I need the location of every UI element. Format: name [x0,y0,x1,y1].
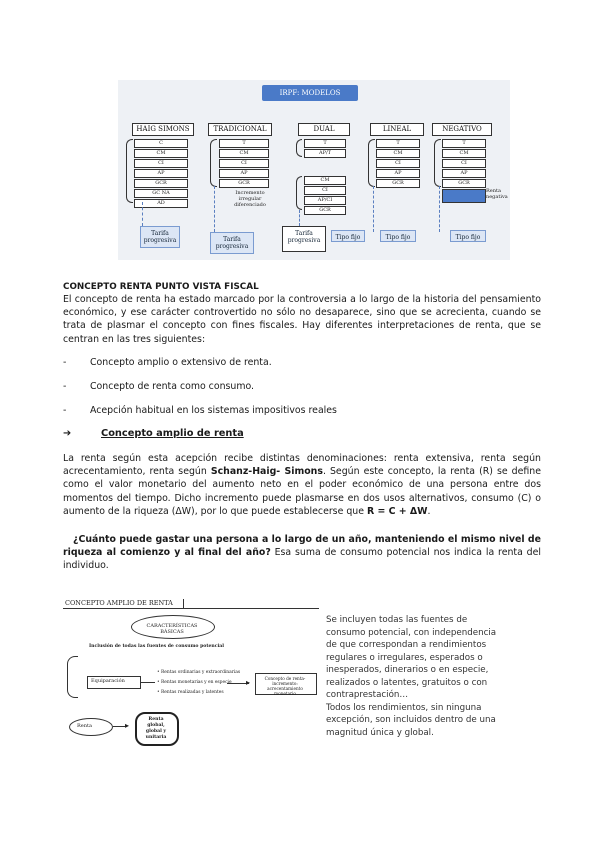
stack-cell: T [442,139,486,148]
stack-cell: T [304,139,346,148]
text-run-bold: Schanz-Haig- Simons [210,466,323,478]
bracket [296,139,302,157]
result-dual-progresiva: Tarifa progresiva [282,226,326,252]
paragraph-question [63,533,541,573]
bullet-text: Concepto amplio o extensivo de renta. [90,357,272,368]
stack-cell: CM [304,176,346,185]
negativo-note: Renta negativa [486,188,508,200]
stack-cell: T [219,139,269,148]
result-haig-simons: Tarifa progresiva [140,226,180,248]
divider [63,608,319,609]
arrow-icon: ➔ [63,428,72,439]
bracket [368,139,375,187]
bracket [296,176,302,210]
stack-cell: AD [134,199,188,208]
dual-stack-bottom [304,176,346,216]
stack-cell-negative [442,189,486,203]
side-text-line: magnitud única y global. [326,727,434,738]
formula: R = C + ΔW [366,505,428,517]
stack-cell: GC NA [134,189,188,198]
text-run: La renta según esta acepción recibe distintas denominaciones: renta extensiva, renta según acrecentamiento, renta según [63,453,541,478]
side-text-line: realizados o latentes, gratuitos o con [326,677,488,688]
stack-cell: T [376,139,420,148]
bullet-item [63,357,543,370]
bullet-item [63,381,543,394]
irpf-models-diagram [118,80,510,260]
bullet-text: Acepción habitual en los sistemas impositivos reales [90,405,337,416]
stack-cell: GCR [442,179,486,188]
haig-simons-stack [134,139,188,209]
connector [373,186,374,232]
stack-cell: CI [304,186,346,195]
side-text-line: contraprestación… [326,690,409,700]
stack-cell: AP [376,169,420,178]
diagram-caption: Inclusión de todas las fuentes de consumo potencial [89,644,225,649]
question-bold: ¿Cuánto puede gastar una persona a lo largo de un año, manteniendo el mismo nivel de riqueza al comienzo y al final del año? [63,534,541,559]
text-run: . Según este concepto, la renta (R) se define como el valor monetario del aumento neto en el poder económico de una persona entre dos momentos del tiempo. Dicho incremento puede plasmarse en dos usos alternativos, consumo (C) o aumento de la riqueza (ΔW), por lo que puede establecerse que [63,466,542,517]
stack-cell: GCR [376,179,420,188]
subsection-heading [63,428,463,442]
text-run: Esa suma de consumo potencial nos indica la renta del individuo. [63,547,542,572]
stack-cell: AP [442,169,486,178]
divider [183,599,184,609]
diagram-header: CONCEPTO AMPLIO DE RENTA [65,599,173,607]
subsection-title: Concepto amplio de renta [101,428,244,439]
paragraph-renta-amplia [63,452,541,518]
lineal-stack [376,139,420,189]
side-explanation [326,614,526,739]
bracket [434,139,441,187]
arrow-line [141,682,155,683]
connector [214,186,215,232]
connector [439,186,440,232]
arrow-head-icon: ▸ [246,678,251,687]
column-title-lineal: LINEAL [370,123,424,136]
diagram-banner: IRPF: MODELOS [262,85,358,101]
side-text-line: consumo potencial, con independencia [326,627,497,638]
bullet-dash: - [63,357,67,368]
side-text-line: regulares o irregulares, esperados o [326,652,483,663]
negativo-stack [442,139,486,204]
column-title-dual: DUAL [298,123,350,136]
list-item: • Rentas monetarias y en especie [157,680,232,685]
intro-paragraph: El concepto de renta ha estado marcado por la controversia a lo largo de la historia del pensamiento económico, y ese carácter controvertido no sólo no desaparece, sino que se acrecienta, cuando se trata de plasmar el concepto con fines fiscales. Hay diferentes interpretaciones de renta, que se centran en las tres siguientes: [63,294,541,345]
stack-cell: GCR [134,179,188,188]
bullet-text: Concepto de renta como consumo. [90,381,255,392]
stack-cell: AP/CI [304,196,346,205]
bracket [126,139,133,203]
left-box-label: Equiparación [91,678,125,684]
bullet-dash: - [63,405,67,416]
list-item: • Rentas realizadas y latentes [157,690,224,695]
list-item: • Rentas ordinarias y extraordinarias [157,670,241,675]
stack-cell: CI [442,159,486,168]
right-box-label: Concepto de renta-incremento: acrecentamiento monetario [264,676,306,696]
stack-cell: GCR [219,179,269,188]
concepto-amplio-diagram [63,598,321,750]
stack-cell: CM [134,149,188,158]
side-text-line: Se incluyen todas las fuentes de [326,615,468,625]
section-heading: CONCEPTO RENTA PUNTO VISTA FISCAL [63,282,259,292]
stack-cell: C [134,139,188,148]
side-text-line: de que correspondan a rendimientos [326,640,487,650]
stack-cell: CM [442,149,486,158]
result-negativo: Tipo fijo [450,230,486,242]
column-title-haig-simons: HAIG SIMONS [132,123,194,136]
bracket [210,139,217,187]
ellipse-label: CARACTERÍSTICAS BÁSICAS [146,623,198,635]
stack-cell: AP/T [304,149,346,158]
stack-cell: CM [376,149,420,158]
stack-cell: AP [219,169,269,178]
side-text-line: Todos los rendimientos, sin ninguna [326,702,482,713]
result-lineal: Tipo fijo [380,230,416,242]
bullet-dash: - [63,381,67,392]
tradicional-stack [219,139,269,189]
stack-cell: CI [134,159,188,168]
tradicional-note: Incremento irregular diferenciado [234,190,266,208]
arrow-head-icon: ▸ [125,721,130,730]
side-text-line: excepción, son incluidos dentro de una [326,715,496,725]
bottom-left-label: Renta [77,723,92,729]
stack-cell: AP [134,169,188,178]
stack-cell: GCR [304,206,346,215]
dual-stack-top [304,139,346,159]
text-run: . [427,505,431,517]
bullet-item [63,405,543,418]
result-tradicional: Tarifa progresiva [210,232,254,254]
bracket [67,656,78,698]
column-title-negativo: NEGATIVO [432,123,492,136]
column-title-tradicional: TRADICIONAL [208,123,272,136]
connector [142,202,143,226]
side-text-line: inesperados, dinerarios o en especie, [326,665,489,675]
stack-cell: CM [219,149,269,158]
connector [299,210,300,226]
stack-cell: CI [219,159,269,168]
stack-cell: CI [376,159,420,168]
bottom-right-label: Renta global, global y unitaria [145,717,167,740]
result-dual-fijo: Tipo fijo [331,230,365,242]
